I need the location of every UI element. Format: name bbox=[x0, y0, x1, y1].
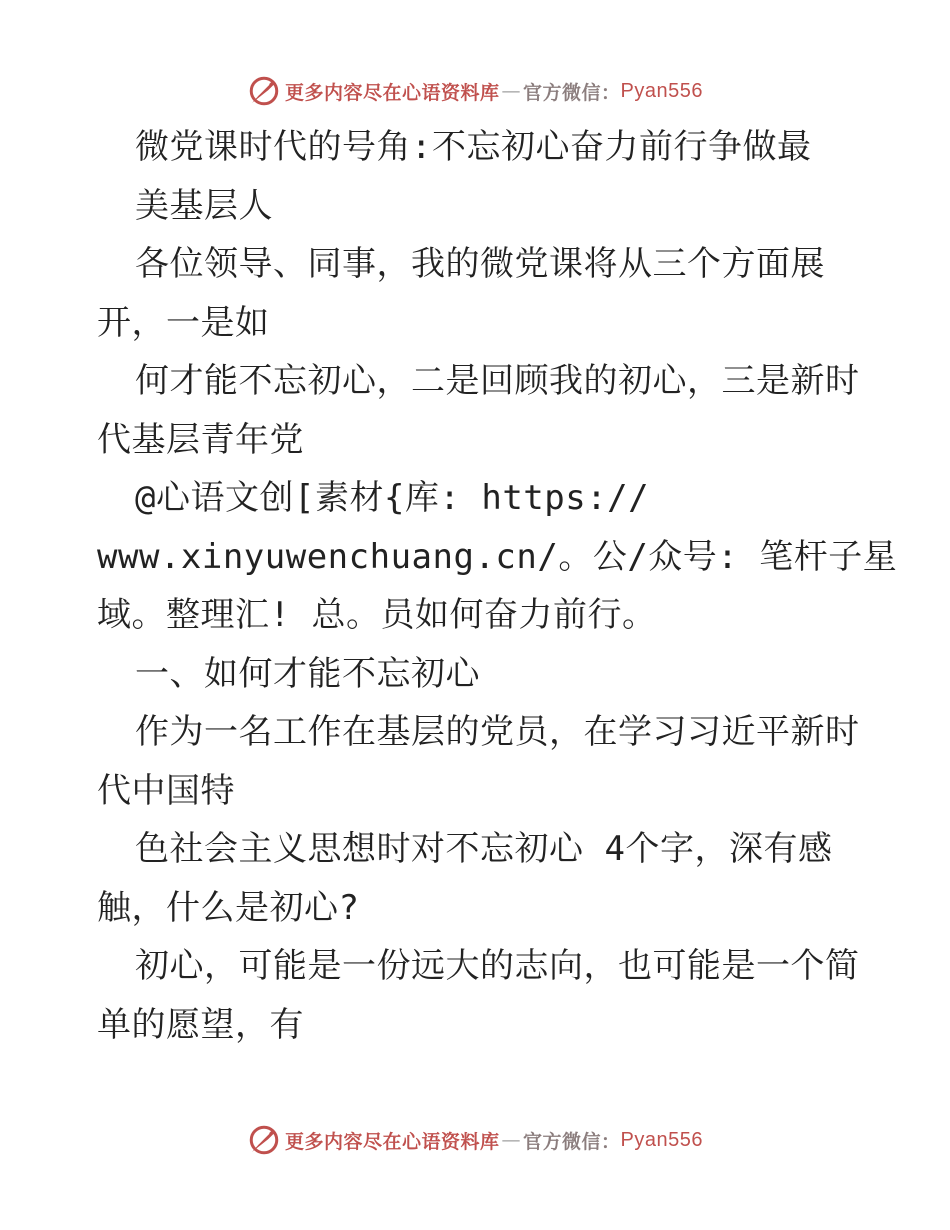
title-line-1: 微党课时代的号角:不忘初心奋力前行争做最 bbox=[135, 127, 812, 167]
banner-dash: — bbox=[501, 1129, 522, 1151]
paragraph-line: 触，什么是初心? bbox=[97, 887, 360, 928]
wechat-id: Pyan556 bbox=[620, 1128, 703, 1151]
paragraph-line: 色社会主义思想时对不忘初心 4个字，深有感 bbox=[135, 829, 833, 869]
footer-banner bbox=[0, 1120, 950, 1160]
paragraph-line: 作为一名工作在基层的党员，在学习习近平新时 bbox=[135, 712, 860, 752]
feather-pen-icon bbox=[247, 74, 281, 108]
feather-pen-icon bbox=[247, 1123, 281, 1157]
section-heading: 一、如何才能不忘初心 bbox=[135, 653, 480, 694]
paragraph-line: 代基层青年党 bbox=[97, 419, 304, 460]
banner-dash: — bbox=[501, 80, 522, 102]
paragraph-line: 代中国特 bbox=[97, 770, 235, 811]
document-body bbox=[97, 118, 898, 1054]
paragraph-line: @心语文创[素材{库: https:// bbox=[135, 478, 650, 518]
banner-text: 更多内容尽在心语资料库 bbox=[285, 81, 500, 104]
paragraph-line: 单的愿望，有 bbox=[97, 1004, 304, 1045]
wechat-label: 官方微信： bbox=[523, 81, 621, 104]
paragraph-line: 各位领导、同事，我的微党课将从三个方面展 bbox=[135, 244, 825, 284]
paragraph-line: 初心，可能是一份远大的志向，也可能是一个简 bbox=[135, 946, 860, 986]
paragraph-line: 域。整理汇! 总。员如何奋力前行。 bbox=[97, 595, 657, 635]
paragraph-line: 何才能不忘初心，二是回顾我的初心，三是新时 bbox=[135, 361, 860, 401]
paragraph-line: 开，一是如 bbox=[97, 302, 270, 343]
paragraph-line: www.xinyuwenchuang.cn/。公/众号: 笔杆子星 bbox=[97, 536, 898, 577]
wechat-label: 官方微信： bbox=[523, 1130, 621, 1153]
banner-text: 更多内容尽在心语资料库 bbox=[285, 1130, 500, 1153]
title-line-2: 美基层人 bbox=[135, 185, 273, 226]
wechat-id: Pyan556 bbox=[620, 79, 703, 102]
header-banner bbox=[0, 71, 950, 111]
